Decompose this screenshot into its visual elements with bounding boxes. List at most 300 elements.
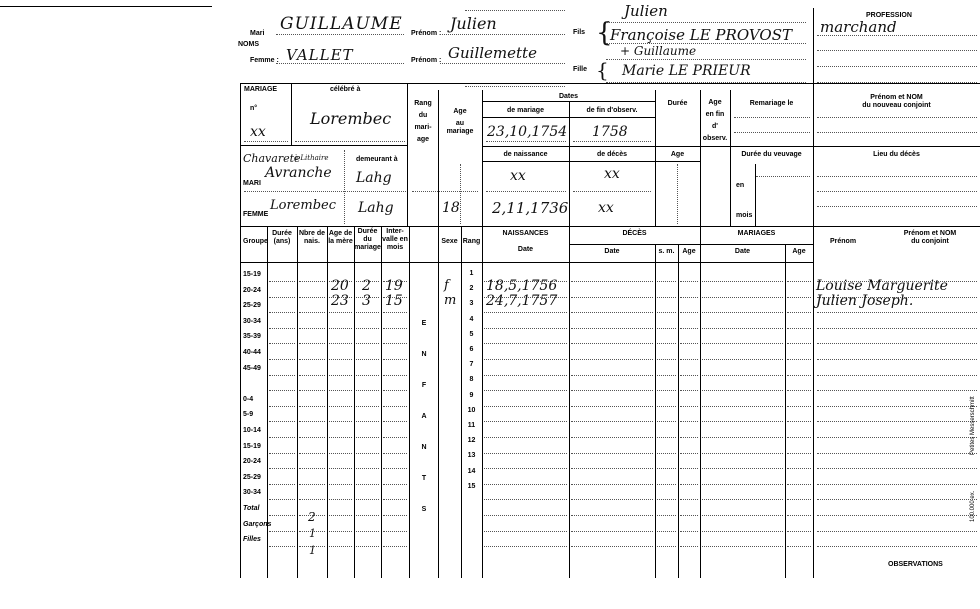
row-guide: [269, 531, 295, 532]
row-guide: [817, 531, 977, 532]
row-guide: [702, 531, 783, 532]
row-guide: [269, 453, 295, 454]
row-guide: [657, 406, 676, 407]
row-guide: [571, 343, 653, 344]
enfants-letter: S: [421, 506, 427, 513]
fils-brace: {: [596, 18, 613, 48]
row-guide: [817, 515, 977, 516]
duree-mariage-header: Durée du mariage: [354, 228, 381, 251]
child-age-mere: 23: [331, 293, 349, 309]
row-guide: [484, 499, 567, 500]
group-label: 5-9: [243, 411, 254, 418]
femme-label: Femme :: [250, 57, 279, 64]
rang-number: 6: [469, 346, 474, 353]
row-guide: [787, 546, 811, 547]
row-guide: [571, 406, 653, 407]
row-guide: [269, 515, 295, 516]
row-guide: [299, 468, 325, 469]
row-guide: [702, 375, 783, 376]
row-guide: [383, 390, 407, 391]
numero-label: n°: [250, 105, 258, 112]
mari-label: Mari: [250, 30, 265, 37]
lieu-deces-label: Lieu du décès: [873, 151, 920, 158]
row-guide: [817, 390, 977, 391]
row-guide: [383, 453, 407, 454]
group-label: Total: [243, 505, 260, 512]
row-guide: [383, 421, 407, 422]
row-guide: [299, 375, 325, 376]
row-guide: [356, 390, 379, 391]
row-guide: [680, 468, 698, 469]
row-guide: [383, 468, 407, 469]
enfants-letter: E: [421, 320, 427, 327]
rang-mariage-header: Rang du mari- age: [414, 100, 432, 143]
row-guide: [680, 453, 698, 454]
row-guide: [657, 297, 676, 298]
row-guide: [657, 484, 676, 485]
duree-label: Durée: [667, 100, 688, 107]
garcons-value: 1: [309, 527, 316, 540]
age-mariage-header: Age au mariage: [446, 108, 474, 135]
row-guide: [383, 546, 407, 547]
row-guide: [657, 312, 676, 313]
row-guide: [571, 546, 653, 547]
row-guide: [571, 281, 653, 282]
row-guide: [299, 328, 325, 329]
femme-age: 18: [442, 200, 460, 216]
child-age-mere: 20: [331, 278, 349, 294]
row-guide: [356, 375, 379, 376]
noms-label: NOMS: [238, 41, 259, 48]
row-guide: [329, 359, 352, 360]
group-label: 40-44: [243, 349, 261, 356]
row-guide: [269, 421, 295, 422]
duree-ans-header: Durée (ans): [272, 230, 292, 245]
row-guide: [787, 515, 811, 516]
row-guide: [269, 484, 295, 485]
row-guide: [571, 297, 653, 298]
mari-demeurant: Lahg: [356, 170, 392, 186]
row-guide: [484, 421, 567, 422]
de-deces-label: de décès: [597, 151, 627, 158]
row-guide: [299, 437, 325, 438]
row-guide: [329, 468, 352, 469]
row-guide: [787, 531, 811, 532]
row-guide: [356, 468, 379, 469]
row-guide: [702, 406, 783, 407]
fils-note: + Guillaume: [620, 44, 697, 58]
row-guide: [356, 406, 379, 407]
row-guide: [787, 343, 811, 344]
dates-label: Dates: [558, 93, 579, 100]
row-guide: [657, 437, 676, 438]
rang-header: Rang: [462, 238, 481, 245]
row-guide: [484, 437, 567, 438]
row-guide: [787, 312, 811, 313]
femme-lieu: Lorembec: [270, 198, 336, 213]
deces-age-header: Age: [682, 248, 696, 255]
group-label: 45-49: [243, 365, 261, 372]
rang-number: 15: [467, 483, 476, 490]
fille-label: Fille: [573, 66, 588, 73]
nouveau-conjoint-header: Prénom et NOM du nouveau conjoint: [862, 94, 931, 109]
child-prenom: Louise Marguerite: [816, 278, 948, 294]
row-guide: [484, 453, 567, 454]
row-guide: [571, 421, 653, 422]
de-mariage-label: de mariage: [507, 107, 544, 114]
row-guide: [657, 343, 676, 344]
total-value: 2: [308, 510, 316, 524]
mari-naissance: xx: [510, 168, 526, 184]
observations-label: OBSERVATIONS: [888, 561, 943, 568]
rang-number: 7: [469, 361, 474, 368]
age-small-label: Age: [670, 151, 685, 158]
intervalle-header: Inter- valle en mois: [382, 228, 408, 251]
row-guide: [356, 515, 379, 516]
row-guide: [383, 312, 407, 313]
row-guide: [484, 468, 567, 469]
row-guide: [269, 499, 295, 500]
row-guide: [817, 343, 977, 344]
row-guide: [817, 312, 977, 313]
row-guide: [383, 531, 407, 532]
child-intervalle: 15: [385, 293, 403, 309]
printer-note: Petites Messerschmitt: [970, 396, 976, 455]
naissance-date-header: Date: [517, 246, 534, 253]
child-duree: 3: [362, 293, 371, 309]
row-guide: [657, 421, 676, 422]
row-guide: [657, 390, 676, 391]
child-naissance: 18,5,1756: [486, 278, 558, 294]
fils-pere: Julien: [624, 2, 668, 20]
row-guide: [383, 375, 407, 376]
row-guide: [680, 499, 698, 500]
row-guide: [787, 468, 811, 469]
row-guide: [383, 484, 407, 485]
row-guide: [329, 515, 352, 516]
femme-nom: VALLET: [286, 46, 354, 64]
age-mere-header: Age de la mère: [328, 230, 353, 245]
row-guide: [657, 328, 676, 329]
row-guide: [787, 328, 811, 329]
row-guide: [680, 312, 698, 313]
row-guide: [484, 484, 567, 485]
date-mariage: 23,10,1754: [487, 124, 568, 140]
row-guide: [329, 499, 352, 500]
mariages-header: MARIAGES: [737, 230, 776, 237]
row-guide: [383, 437, 407, 438]
row-guide: [299, 343, 325, 344]
row-guide: [571, 531, 653, 532]
demeurant-label: demeurant à: [356, 156, 398, 163]
deces-date-header: Date: [604, 248, 620, 255]
row-guide: [657, 359, 676, 360]
enfants-letter: N: [421, 444, 427, 451]
child-duree: 2: [362, 278, 371, 294]
rang-number: 1: [469, 270, 474, 277]
row-guide: [702, 499, 783, 500]
row-guide: [383, 499, 407, 500]
row-guide: [356, 343, 379, 344]
row-guide: [329, 546, 352, 547]
row-guide: [269, 546, 295, 547]
rang-number: 3: [469, 300, 474, 307]
fille-mere: Marie LE PRIEUR: [622, 63, 751, 79]
row-guide: [299, 484, 325, 485]
row-guide: [269, 468, 295, 469]
profession-label: PROFESSION: [866, 12, 912, 19]
row-guide: [356, 437, 379, 438]
mariage-date-header: Date: [734, 248, 751, 255]
group-label: 20-24: [243, 287, 261, 294]
group-label: Filles: [243, 536, 261, 543]
row-guide: [484, 375, 567, 376]
row-guide: [680, 406, 698, 407]
child-sexe: m: [444, 293, 457, 308]
femme-prenom: Guillemette: [448, 44, 537, 62]
row-guide: [787, 281, 811, 282]
group-label: 20-24: [243, 458, 261, 465]
row-guide: [702, 297, 783, 298]
row-guide: [680, 375, 698, 376]
mois-label: mois: [736, 212, 753, 219]
row-guide: [680, 297, 698, 298]
row-guide: [329, 421, 352, 422]
fils-label: Fils: [573, 29, 586, 36]
row-guide: [329, 484, 352, 485]
row-guide: [299, 406, 325, 407]
row-guide: [571, 437, 653, 438]
prenom-femme-label: Prénom :: [411, 57, 442, 64]
chavarete-note: à Lithaire: [294, 154, 329, 162]
group-label: 35-39: [243, 333, 261, 340]
row-guide: [657, 375, 676, 376]
row-guide: [657, 453, 676, 454]
numero-value: xx: [250, 124, 266, 140]
row-guide: [702, 421, 783, 422]
row-guide: [571, 468, 653, 469]
mari-prenom: Julien: [450, 14, 497, 33]
enfants-letter: N: [421, 351, 427, 358]
row-guide: [702, 343, 783, 344]
row-guide: [299, 453, 325, 454]
row-guide: [702, 484, 783, 485]
row-guide: [329, 375, 352, 376]
row-guide: [817, 437, 977, 438]
group-label: 30-34: [243, 318, 261, 325]
row-guide: [702, 515, 783, 516]
row-guide: [356, 359, 379, 360]
row-guide: [356, 312, 379, 313]
row-guide: [657, 468, 676, 469]
femme-naissance: 2,11,1736: [492, 199, 569, 217]
row-guide: [571, 484, 653, 485]
row-guide: [787, 359, 811, 360]
group-label: 10-14: [243, 427, 261, 434]
row-guide: [571, 359, 653, 360]
group-label: 25-29: [243, 474, 261, 481]
row-guide: [657, 499, 676, 500]
row-guide: [680, 359, 698, 360]
row-guide: [571, 328, 653, 329]
print-run: 100.000 ex.: [970, 490, 976, 522]
femme-deces: xx: [598, 200, 614, 216]
prenom-mari-label: Prénom :: [411, 30, 442, 37]
child-intervalle: 19: [385, 278, 403, 294]
row-guide: [299, 297, 325, 298]
row-guide: [356, 499, 379, 500]
date-fin-observation: 1758: [592, 124, 628, 140]
prenom-header: Prénom: [830, 238, 857, 245]
row-guide: [680, 328, 698, 329]
row-guide: [329, 453, 352, 454]
row-guide: [269, 297, 295, 298]
row-guide: [571, 375, 653, 376]
row-guide: [702, 312, 783, 313]
group-label: 30-34: [243, 489, 261, 496]
row-guide: [269, 406, 295, 407]
row-guide: [356, 531, 379, 532]
row-guide: [787, 406, 811, 407]
row-guide: [787, 499, 811, 500]
row-guide: [299, 390, 325, 391]
row-guide: [571, 390, 653, 391]
row-guide: [269, 375, 295, 376]
row-guide: [571, 312, 653, 313]
row-guide: [817, 328, 977, 329]
group-label: 25-29: [243, 302, 261, 309]
row-guide: [269, 281, 295, 282]
duree-veuvage-label: Durée du veuvage: [741, 151, 802, 158]
row-guide: [356, 546, 379, 547]
row-guide: [680, 546, 698, 547]
enfants-letter: A: [421, 413, 427, 420]
row-guide: [329, 312, 352, 313]
rang-number: 14: [467, 468, 476, 475]
row-guide: [657, 515, 676, 516]
sexe-header: Sexe: [441, 238, 458, 245]
group-label: Garçons: [243, 521, 272, 528]
enfants-letter: F: [421, 382, 427, 389]
remariage-label: Remariage le: [749, 100, 794, 107]
row-guide: [356, 328, 379, 329]
chavarete-label: Chavarete: [243, 152, 301, 165]
row-guide: [383, 359, 407, 360]
row-guide: [817, 421, 977, 422]
row-guide: [383, 515, 407, 516]
child-sexe: f: [444, 278, 449, 293]
row-guide: [269, 343, 295, 344]
row-guide: [484, 390, 567, 391]
group-label: 0-4: [243, 396, 254, 403]
rang-number: 8: [469, 376, 474, 383]
mari-row-label: MARI: [243, 180, 261, 187]
row-guide: [787, 421, 811, 422]
row-guide: [383, 343, 407, 344]
row-guide: [787, 390, 811, 391]
row-guide: [680, 531, 698, 532]
row-guide: [702, 453, 783, 454]
row-guide: [817, 359, 977, 360]
row-guide: [787, 484, 811, 485]
en-label: en: [736, 182, 745, 189]
row-guide: [269, 312, 295, 313]
row-guide: [269, 390, 295, 391]
row-guide: [484, 359, 567, 360]
row-guide: [817, 499, 977, 500]
groupe-header: Groupe: [243, 238, 268, 245]
row-guide: [817, 546, 977, 547]
rang-number: 5: [469, 331, 474, 338]
conjoint-header: Prénom et NOM du conjoint: [903, 230, 957, 245]
row-guide: [484, 515, 567, 516]
row-guide: [657, 546, 676, 547]
row-guide: [269, 328, 295, 329]
row-guide: [299, 421, 325, 422]
row-guide: [329, 437, 352, 438]
nbre-nais-header: Nbre de nais.: [298, 230, 326, 245]
enfants-letter: T: [421, 475, 427, 482]
fils-mere: Françoise LE PROVOST: [610, 26, 792, 44]
row-guide: [383, 328, 407, 329]
mariage-label: MARIAGE: [244, 86, 278, 93]
deces-header: DÉCÈS: [622, 230, 647, 237]
row-guide: [680, 421, 698, 422]
row-guide: [329, 531, 352, 532]
celebre-label: célébré à: [330, 86, 361, 93]
row-guide: [299, 312, 325, 313]
femme-row-label: FEMME: [243, 211, 269, 218]
mari-deces: xx: [604, 166, 620, 182]
row-guide: [787, 437, 811, 438]
row-guide: [817, 484, 977, 485]
row-guide: [817, 468, 977, 469]
row-guide: [657, 281, 676, 282]
row-guide: [383, 406, 407, 407]
row-guide: [571, 499, 653, 500]
group-label: 15-19: [243, 443, 261, 450]
row-guide: [356, 453, 379, 454]
row-guide: [657, 531, 676, 532]
row-guide: [680, 484, 698, 485]
mariage-age-header: Age: [792, 248, 806, 255]
child-naissance: 24,7,1757: [486, 293, 558, 309]
row-guide: [787, 297, 811, 298]
row-guide: [702, 359, 783, 360]
group-label: 15-19: [243, 271, 261, 278]
row-guide: [329, 343, 352, 344]
row-guide: [329, 406, 352, 407]
row-guide: [329, 390, 352, 391]
sm-header: s. m.: [658, 248, 675, 255]
row-guide: [680, 343, 698, 344]
row-guide: [269, 437, 295, 438]
rang-number: 11: [467, 422, 476, 429]
row-guide: [817, 453, 977, 454]
age-fin-header: Age en fin d' observ.: [702, 99, 728, 142]
row-guide: [299, 359, 325, 360]
row-guide: [484, 328, 567, 329]
row-guide: [702, 546, 783, 547]
row-guide: [571, 515, 653, 516]
row-guide: [484, 312, 567, 313]
rang-number: 4: [469, 316, 474, 323]
row-guide: [702, 281, 783, 282]
row-guide: [680, 390, 698, 391]
rang-number: 10: [467, 407, 476, 414]
profession-value: marchand: [820, 18, 897, 36]
row-guide: [269, 359, 295, 360]
